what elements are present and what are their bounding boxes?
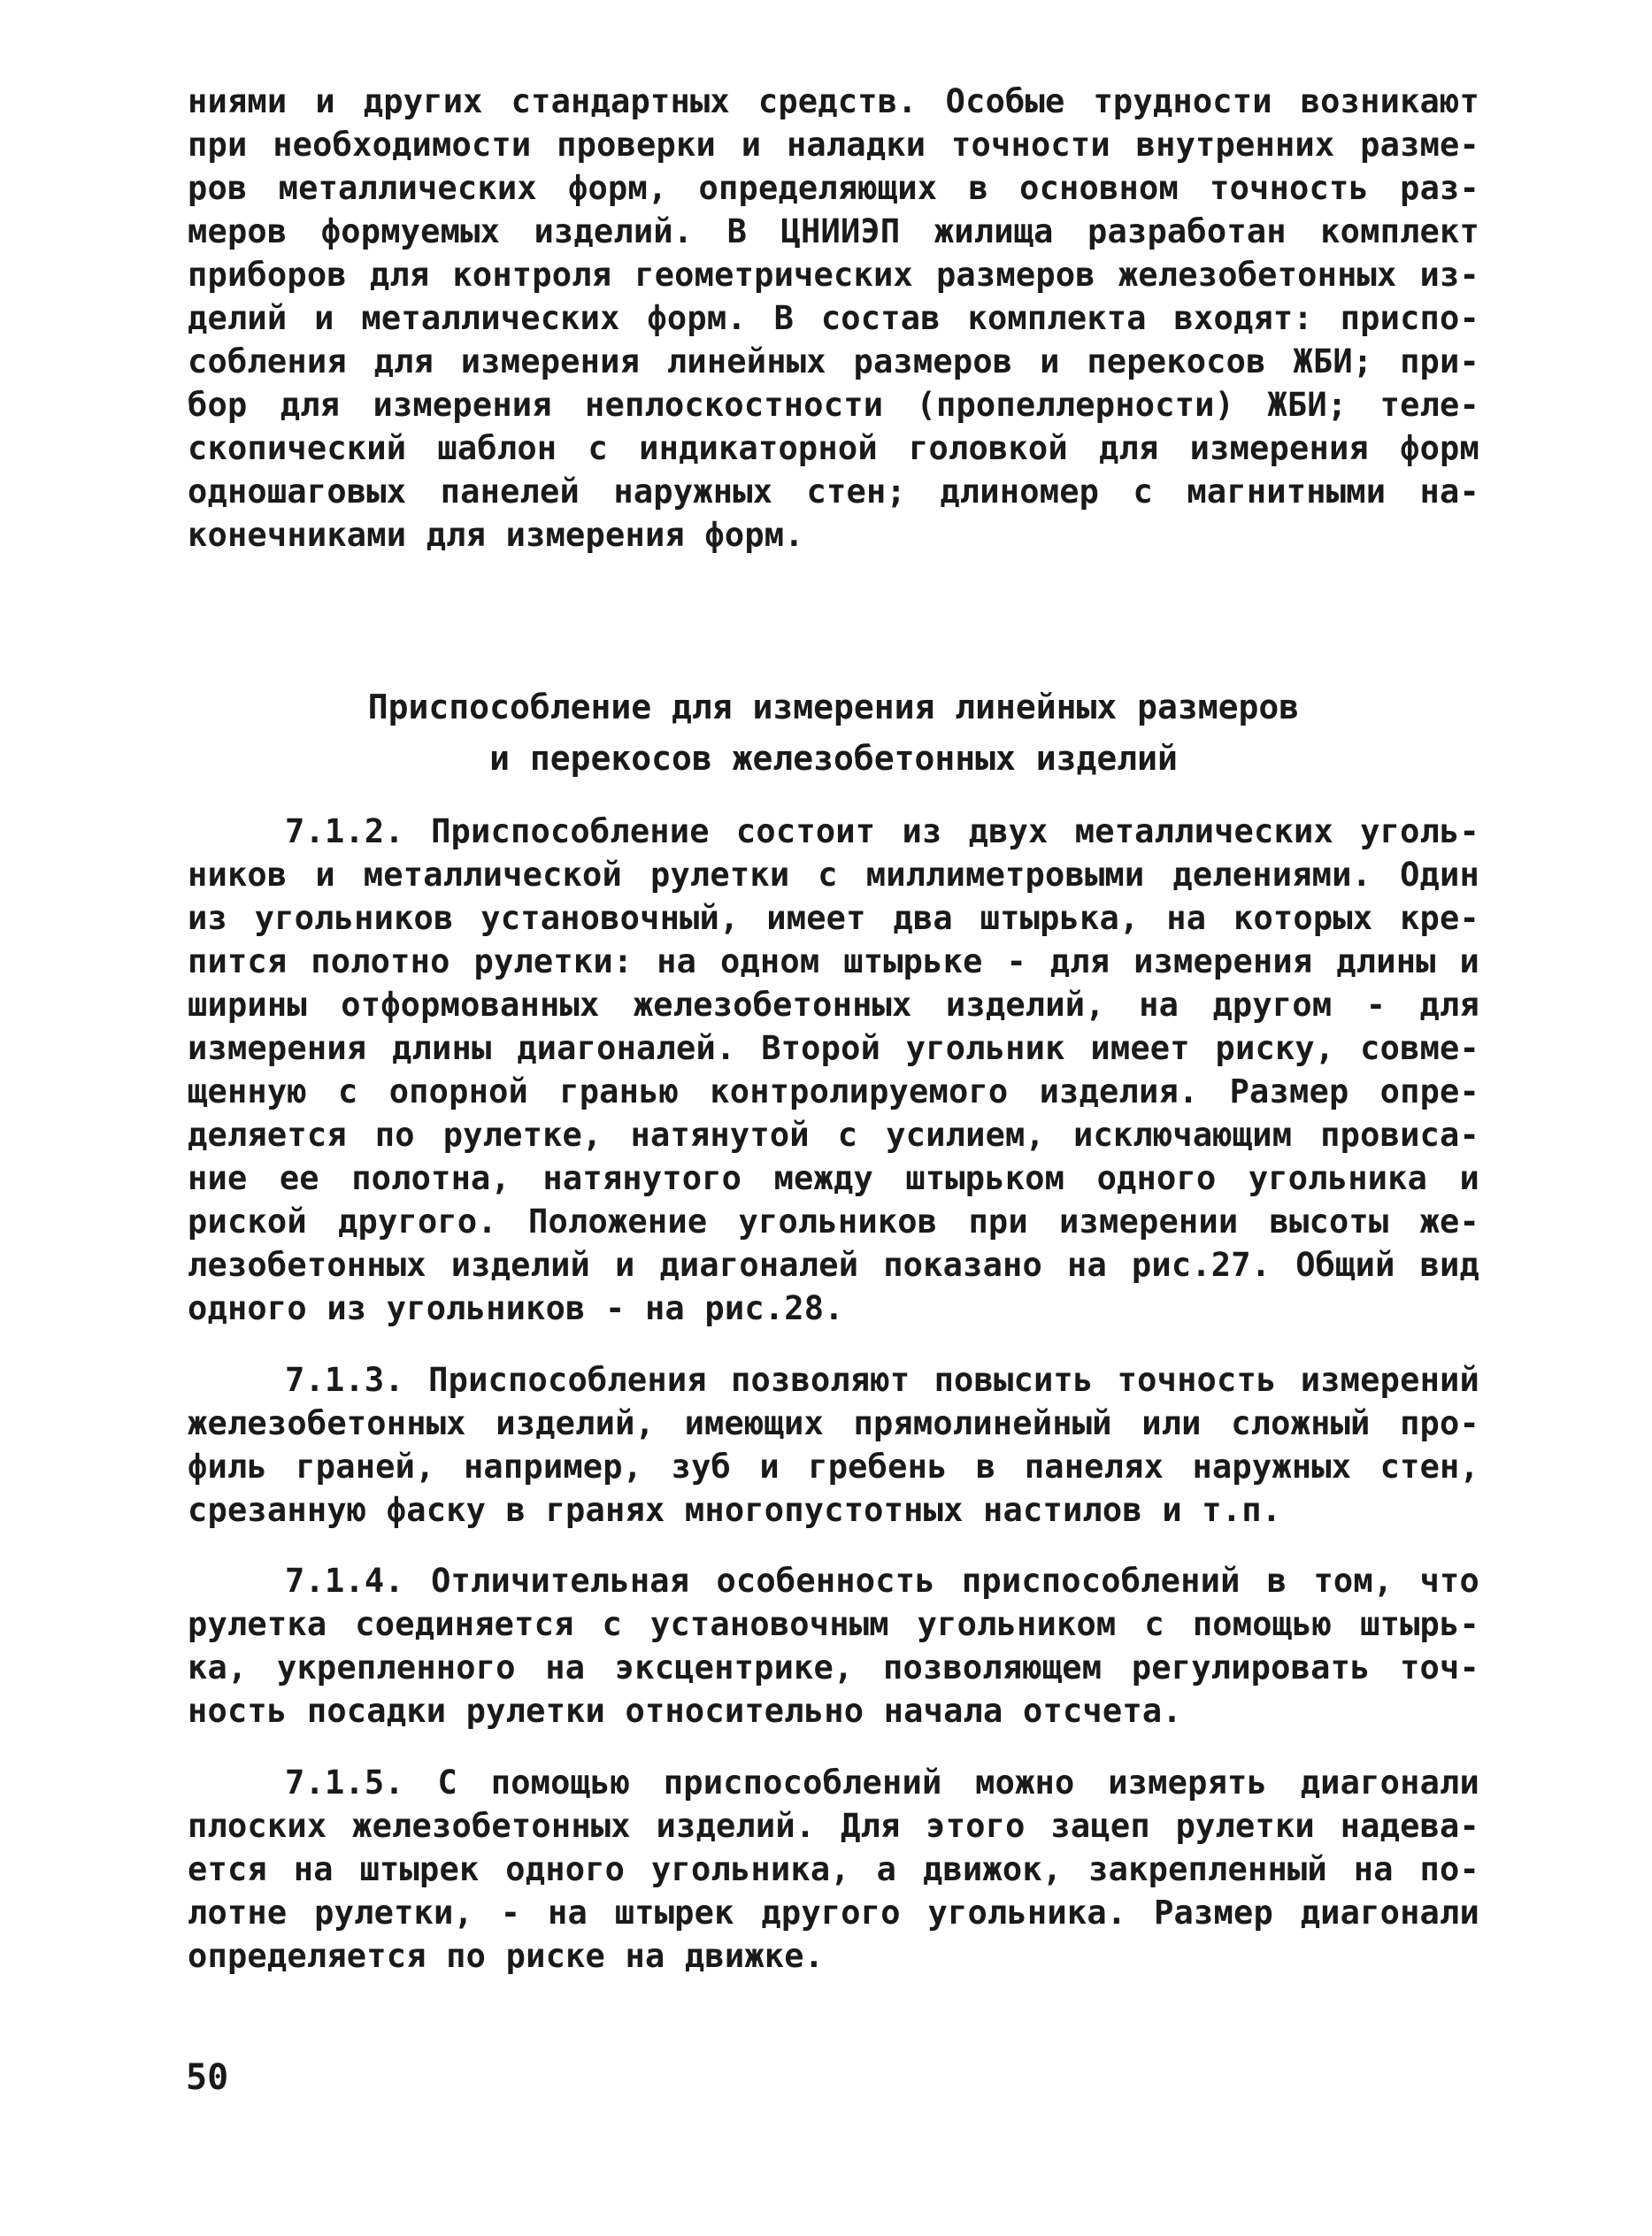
- text-line: из угольников установочный, имеет два штырька, на которых кре-: [188, 899, 1479, 937]
- text-line: ников и металлической рулетки с миллиметровыми делениями. Один: [188, 856, 1479, 894]
- text-line: собления для измерения линейных размеров и перекосов ЖБИ; при-: [188, 342, 1479, 380]
- text-line: срезанную фаску в гранях многопустотных настилов и т.п.: [188, 1491, 1282, 1529]
- text-line: измерения длины диагоналей. Второй угольник имеет риску, совме-: [188, 1029, 1479, 1067]
- text-line: одного из угольников - на рис.28.: [188, 1289, 844, 1327]
- heading-line: Приспособление для измерения линейных размеров: [367, 688, 1300, 726]
- text-line: филь граней, например, зуб и гребень в панелях наружных стен,: [188, 1448, 1479, 1486]
- text-line: лезобетонных изделий и диагоналей показано на рис.27. Общий вид: [188, 1246, 1479, 1284]
- text-line: пится полотно рулетки: на одном штырьке - для измерения длины и: [188, 942, 1479, 980]
- text-line: ность посадки рулетки относительно начала отсчета.: [188, 1692, 1182, 1730]
- text-line: скопический шаблон с индикаторной головкой для измерения форм: [188, 429, 1479, 467]
- text-line: рулетка соединяется с установочным угольником с помощью штырь-: [188, 1605, 1479, 1643]
- paragraph-7-1-5: [188, 1761, 1479, 1978]
- text-line: 7.1.2. Приспособление состоит из двух металлических уголь-: [285, 812, 1479, 850]
- text-line: 7.1.3. Приспособления позволяют повысить точность измерений: [285, 1361, 1479, 1399]
- text-line: определяется по риске на движке.: [188, 1937, 825, 1975]
- text-line: железобетонных изделий, имеющих прямолинейный или сложный про-: [188, 1404, 1479, 1442]
- paragraph-7-1-2: [188, 810, 1479, 1330]
- section-heading: [188, 681, 1479, 784]
- intro-paragraph: [188, 80, 1479, 557]
- text-line: ров металлических форм, определяющих в основном точность раз-: [188, 169, 1479, 207]
- text-line: ется на штырек одного угольника, а движок, закрепленный на по-: [188, 1850, 1479, 1888]
- page-number: 50: [186, 2057, 229, 2098]
- text-line: ширины отформованных железобетонных изделий, на другом - для: [188, 986, 1479, 1024]
- text-line: щенную с опорной гранью контролируемого изделия. Размер опре-: [188, 1072, 1479, 1110]
- text-line: ние ее полотна, натянутого между штырьком одного угольника и: [188, 1159, 1479, 1197]
- paragraph-7-1-3: [188, 1358, 1479, 1532]
- text-line: бор для измерения неплоскостности (пропеллерности) ЖБИ; теле-: [188, 386, 1479, 424]
- text-line: делий и металлических форм. В состав комплекта входят: приспо-: [188, 299, 1479, 337]
- text-line: риской другого. Положение угольников при измерении высоты же-: [188, 1203, 1479, 1241]
- text-line: ка, укрепленного на эксцентрике, позволяющем регулировать точ-: [188, 1648, 1479, 1687]
- text-line: конечниками для измерения форм.: [188, 516, 804, 554]
- text-line: ниями и других стандартных средств. Особые трудности возникают: [188, 82, 1479, 120]
- text-line: приборов для контроля геометрических размеров железобетонных из-: [188, 256, 1479, 294]
- heading-line: и перекосов железобетонных изделий: [489, 739, 1178, 778]
- text-line: лотне рулетки, - на штырек другого угольника. Размер диагонали: [188, 1894, 1479, 1932]
- text-line: одношаговых панелей наружных стен; длиномер с магнитными на-: [188, 473, 1479, 511]
- text-line: 7.1.5. С помощью приспособлений можно измерять диагонали: [285, 1763, 1479, 1802]
- text-line: меров формуемых изделий. В ЦНИИЭП жилища разработан комплект: [188, 212, 1479, 250]
- text-line: 7.1.4. Отличительная особенность приспособлений в том, что: [285, 1562, 1479, 1600]
- text-line: плоских железобетонных изделий. Для этого зацеп рулетки надева-: [188, 1807, 1479, 1845]
- paragraph-7-1-4: [188, 1559, 1479, 1733]
- text-line: при необходимости проверки и наладки точности внутренних разме-: [188, 126, 1479, 164]
- text-line: деляется по рулетке, натянутой с усилием, исключающим провиса-: [188, 1116, 1479, 1154]
